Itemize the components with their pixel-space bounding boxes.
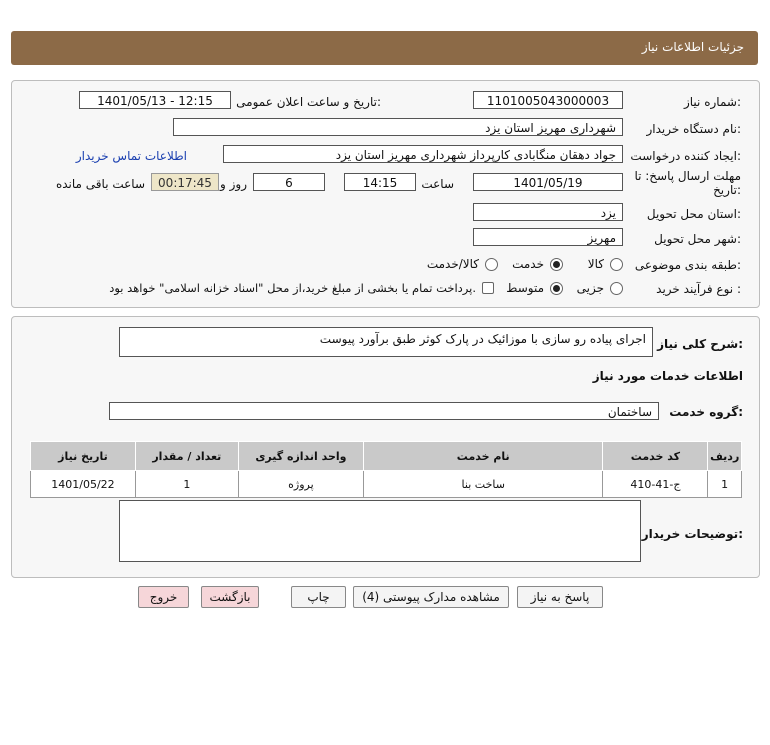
exit-button[interactable]: خروج [138, 586, 189, 608]
announce-datetime-label: تاریخ و ساعت اعلان عمومی: [236, 95, 381, 109]
buyer-contact-link[interactable]: اطلاعات تماس خریدار [75, 149, 187, 163]
remaining-days-field: 6 [253, 173, 325, 191]
table-header-row [31, 442, 742, 471]
creator-label: ایجاد کننده درخواست: [630, 149, 741, 163]
city-label: شهر محل تحویل: [654, 232, 741, 246]
need-info-panel [11, 80, 760, 308]
category-radio-goods-service[interactable] [485, 258, 498, 271]
attachments-button[interactable]: مشاهده مدارک پیوستی (4) [353, 586, 509, 608]
purchase-radio-medium[interactable] [550, 282, 563, 295]
summary-label: شرح کلی نیاز: [657, 337, 743, 351]
deadline-date-field: 1401/05/19 [473, 173, 623, 191]
buyer-org-field: شهرداری مهریز استان یزد [173, 118, 623, 136]
purchase-type-label: نوع فرآیند خرید : [656, 282, 741, 296]
deadline-label: مهلت ارسال پاسخ: تا [634, 169, 741, 183]
cell-row: 1 [708, 471, 742, 498]
cell-quantity: 1 [135, 471, 238, 498]
need-details-panel [11, 316, 760, 578]
treasury-payment-checkbox[interactable] [482, 282, 494, 294]
col-service-code: کد خدمت [603, 442, 708, 471]
category-option-goods: کالا [587, 257, 604, 271]
reply-button[interactable]: پاسخ به نیاز [517, 586, 603, 608]
purchase-option-minor: جزیی [576, 281, 604, 295]
services-heading: اطلاعات خدمات مورد نیاز [592, 369, 743, 383]
page-title: جزئیات اطلاعات نیاز [641, 40, 744, 54]
category-option-goods-service: کالا/خدمت [426, 257, 479, 271]
need-number-field: 1101005043000003 [473, 91, 623, 109]
category-label: طبقه بندی موضوعی: [634, 258, 741, 272]
announce-datetime-field: 1401/05/13 - 12:15 [79, 91, 231, 109]
service-group-label: گروه خدمت: [669, 405, 743, 419]
page-header [11, 31, 758, 65]
city-field: مهریز [473, 228, 623, 246]
remaining-time-label: ساعت باقی مانده [55, 177, 145, 191]
services-table [30, 441, 742, 498]
category-radio-goods[interactable] [610, 258, 623, 271]
deadline-label-date: تاریخ: [713, 183, 741, 197]
creator-field: جواد دهقان منگابادی کارپرداز شهرداری مهریز استان یزد [223, 145, 623, 163]
buyer-org-label: نام دستگاه خریدار: [646, 122, 741, 136]
service-group-field: ساختمان [109, 402, 659, 420]
category-option-service: خدمت [512, 257, 544, 271]
remaining-time-field: 00:17:45 [151, 173, 219, 191]
purchase-radio-minor[interactable] [610, 282, 623, 295]
buyer-notes-label: توضیحات خریدار: [641, 527, 743, 541]
col-unit: واحد اندازه گیری [238, 442, 363, 471]
cell-service-code: ج-41-410 [603, 471, 708, 498]
cell-unit: پروژه [238, 471, 363, 498]
province-field: یزد [473, 203, 623, 221]
need-number-label: شماره نیاز: [683, 95, 741, 109]
purchase-option-medium: متوسط [506, 281, 544, 295]
cell-date: 1401/05/22 [31, 471, 136, 498]
col-date: تاریخ نیاز [31, 442, 136, 471]
treasury-payment-note: پرداخت تمام یا بخشی از مبلغ خرید،از محل "اسناد خزانه اسلامی" خواهد بود. [109, 281, 476, 295]
col-service-name: نام خدمت [364, 442, 603, 471]
col-row: ردیف [708, 442, 742, 471]
summary-box [119, 327, 653, 357]
table-row [31, 471, 742, 498]
deadline-time-field: 14:15 [344, 173, 416, 191]
province-label: استان محل تحویل: [646, 207, 741, 221]
category-radio-service[interactable] [550, 258, 563, 271]
back-button[interactable]: بازگشت [201, 586, 259, 608]
days-label: روز و [220, 177, 247, 191]
summary-text: اجرای پیاده رو سازی با موزائیک در پارک کوثر طبق برآورد پیوست [319, 332, 646, 346]
buyer-notes-box [119, 500, 641, 562]
deadline-time-label: ساعت [421, 177, 454, 191]
col-quantity: تعداد / مقدار [135, 442, 238, 471]
print-button[interactable]: چاپ [291, 586, 346, 608]
cell-service-name: ساخت بنا [364, 471, 603, 498]
